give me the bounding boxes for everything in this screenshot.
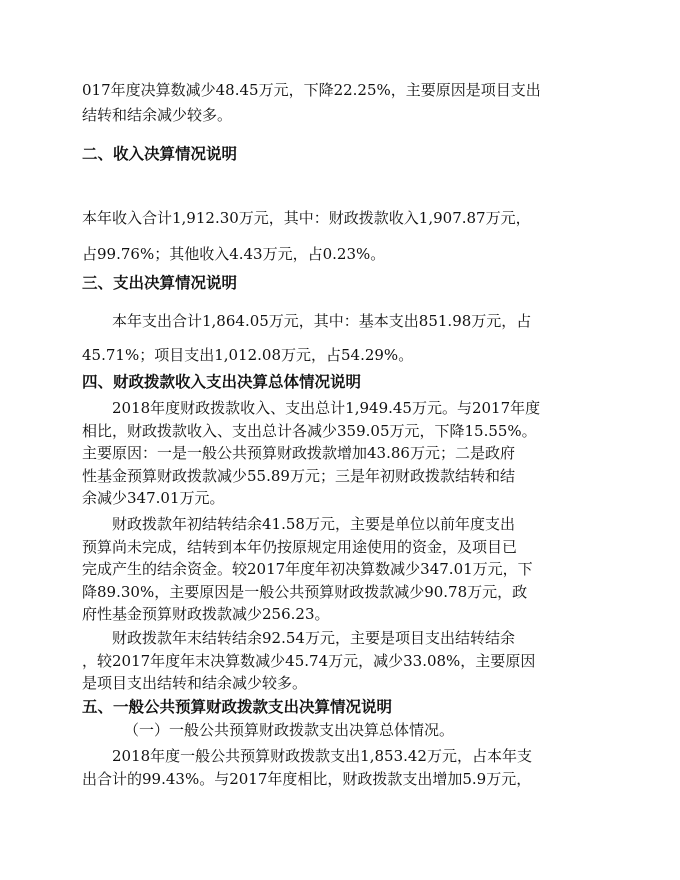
- paragraph-line: 占99.76%；其他收入4.43万元，占0.23%。: [82, 245, 386, 263]
- paragraph-line: 财政拨款年末结转结余92.54万元，主要是项目支出结转结余: [112, 629, 515, 647]
- paragraph-line: 财政拨款年初结转结余41.58万元，主要是单位以前年度支出: [112, 515, 515, 533]
- subsection-heading: （一）一般公共预算财政拨款支出决算总体情况。: [124, 721, 455, 739]
- section-heading-general-budget: 五、一般公共预算财政拨款支出决算情况说明: [82, 698, 393, 716]
- paragraph-line: 相比，财政拨款收入、支出总计各减少359.05万元，下降15.55%。: [82, 422, 537, 440]
- paragraph-line: 45.71%；项目支出1,012.08万元，占54.29%。: [82, 346, 414, 364]
- paragraph-line: 是项目支出结转和结余减少较多。: [82, 674, 308, 692]
- paragraph-line: 性基金预算财政拨款减少55.89万元；三是年初财政拨款结转和结: [82, 467, 515, 485]
- paragraph-line: 降89.30%，主要原因是一般公共预算财政拨款减少90.78万元，政: [82, 583, 528, 601]
- paragraph-line: ，较2017年度年末决算数减少45.74万元，减少33.08%，主要原因: [82, 652, 536, 670]
- paragraph-line: 2018年度一般公共预算财政拨款支出1,853.42万元，占本年支: [112, 747, 532, 765]
- section-heading-income: 二、收入决算情况说明: [82, 145, 238, 163]
- paragraph-line: 府性基金预算财政拨款减少256.23。: [82, 605, 330, 623]
- paragraph-line: 本年支出合计1,864.05万元，其中：基本支出851.98万元，占: [112, 312, 532, 330]
- paragraph-line: 2018年度财政拨款收入、支出总计1,949.45万元。与2017年度: [112, 399, 541, 417]
- paragraph-line: 结转和结余减少较多。: [82, 106, 233, 124]
- paragraph-line: 余减少347.01万元。: [82, 489, 225, 507]
- paragraph-line: 017年度决算数减少48.45万元，下降22.25%，主要原因是项目支出: [82, 81, 541, 99]
- paragraph-line: 出合计的99.43%。与2017年度相比，财政拨款支出增加5.9万元，: [82, 770, 532, 788]
- paragraph-line: 本年收入合计1,912.30万元，其中：财政拨款收入1,907.87万元，: [82, 209, 531, 227]
- paragraph-line: 完成产生的结余资金。较2017年度年初决算数减少347.01万元，下: [82, 560, 533, 578]
- paragraph-line: 预算尚未完成，结转到本年仍按原规定用途使用的资金，及项目已: [82, 538, 518, 556]
- section-heading-expenditure: 三、支出决算情况说明: [82, 274, 238, 292]
- paragraph-line: 主要原因：一是一般公共预算财政拨款增加43.86万元；二是政府: [82, 444, 515, 462]
- section-heading-fiscal-appropriation: 四、财政拨款收入支出决算总体情况说明: [82, 373, 362, 391]
